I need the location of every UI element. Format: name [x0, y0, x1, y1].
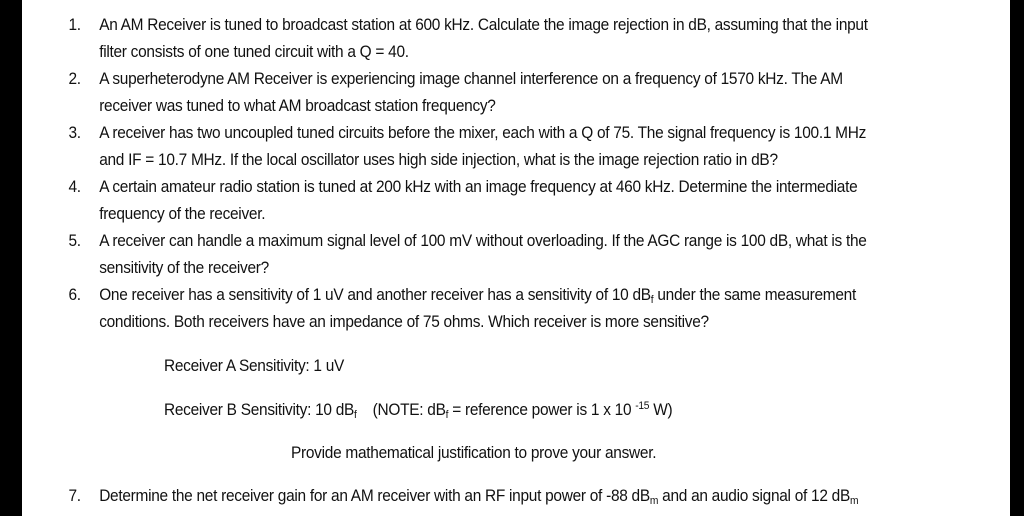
note-c: W) [649, 400, 673, 419]
question-text: A certain amateur radio station is tuned at 200 kHz with an image frequency at 460 kHz. Determine the intermediate frequency of the receiver. [99, 177, 858, 223]
subscript-m: m [649, 495, 659, 507]
question-number: 2. [68, 69, 81, 88]
note-a: (NOTE: dB [372, 400, 446, 419]
subscript-f: f [354, 409, 357, 421]
receiver-a-sensitivity: Receiver A Sensitivity: 1 uV [164, 356, 345, 375]
subscript-f: f [650, 294, 654, 306]
document-page [22, 0, 1010, 516]
question-6-line1-a: One receiver has a sensitivity of 1 uV and another receiver has a sensitivity of 10 dB [99, 285, 651, 304]
justification-instruction: Provide mathematical justification to prove your answer. [291, 443, 657, 462]
question-text: A superheterodyne AM Receiver is experiencing image channel interference on a frequency of 1570 kHz. The AM receiver was tuned to what AM broadcast station frequency? [99, 69, 843, 115]
receiver-b-label: Receiver B Sensitivity: 10 dB [164, 400, 355, 419]
question-7-text-a: Determine the net receiver gain for an AM receiver with an RF input power of -88 dB [99, 486, 650, 505]
question-number: 1. [68, 15, 81, 34]
question-6-line2: conditions. Both receivers have an impedance of 75 ohms. Which receiver is more sensitive? [99, 312, 709, 331]
subscript-m: m [849, 495, 859, 507]
note-b: = reference power is 1 x 10 [448, 400, 636, 419]
question-text [99, 482, 936, 509]
subscript-f: f [445, 409, 449, 421]
question-text: A receiver has two uncoupled tuned circuits before the mixer, each with a Q of 75. The signal frequency is 100.1 MHz and IF = 10.7 MHz. If the local oscillator uses high side injection, what is the image rejection ratio in dB? [99, 123, 867, 169]
question-text [99, 281, 936, 335]
question-text: An AM Receiver is tuned to broadcast station at 600 kHz. Calculate the image rejection in dB, assuming that the input filter consists of one tuned circuit with a Q = 40. [99, 15, 868, 61]
question-text: A receiver can handle a maximum signal level of 100 mV without overloading. If the AGC range is 100 dB, what is the sensitivity of the receiver? [99, 231, 867, 277]
question-number: 3. [68, 123, 81, 142]
question-number: 6. [68, 285, 81, 304]
question-number: 7. [68, 486, 81, 505]
receiver-b-sensitivity [164, 396, 672, 423]
question-6-line1-b: under the same measurement [653, 285, 856, 304]
question-7-text-b: and an audio signal of 12 dB [658, 486, 850, 505]
superscript-exponent: -15 [635, 400, 650, 412]
question-number: 5. [68, 231, 81, 250]
question-number: 4. [68, 177, 81, 196]
